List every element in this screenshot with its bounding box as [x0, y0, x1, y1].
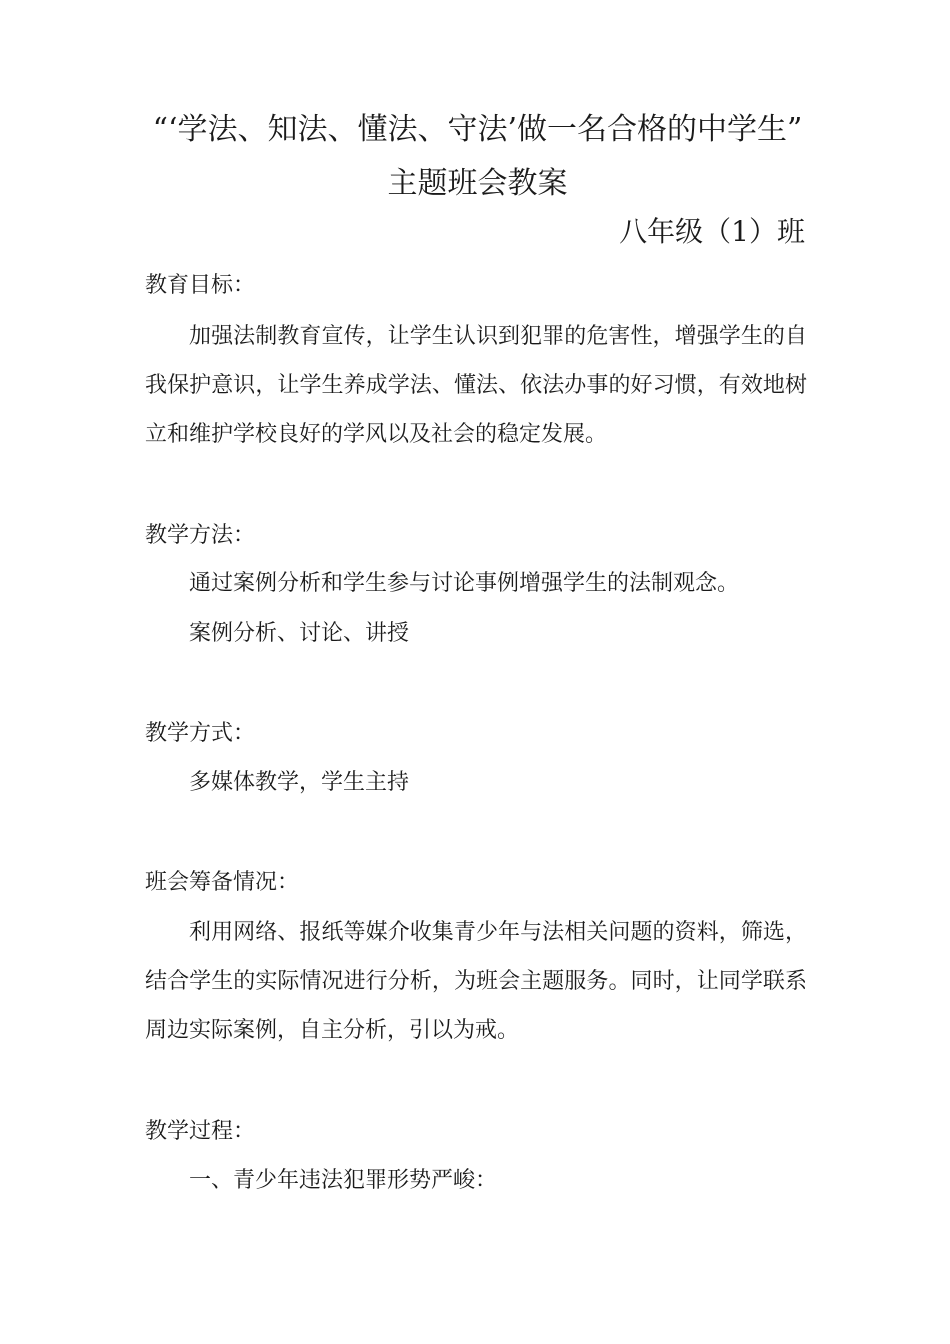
format-line-1: 多媒体教学，学生主持	[189, 770, 410, 795]
process-item-1: 一、青少年违法犯罪形势严峻：	[189, 1168, 498, 1193]
process-heading: 教学过程：	[145, 1119, 256, 1144]
format-heading: 教学方式：	[145, 721, 256, 746]
document-title-line-1: “‘学法、知法、懂法、守法’做一名合格的中学生”	[152, 112, 803, 147]
methods-line-1: 通过案例分析和学生参与讨论事例增强学生的法制观念。	[189, 571, 740, 596]
class-label: 八年级（1）班	[619, 215, 805, 248]
methods-heading: 教学方法：	[145, 523, 256, 548]
goals-heading: 教育目标：	[145, 273, 256, 298]
preparation-heading: 班会筹备情况：	[145, 870, 300, 895]
document-title-line-2: 主题班会教案	[387, 166, 568, 201]
methods-line-2: 案例分析、讨论、讲授	[189, 621, 410, 646]
goals-paragraph: 加强法制教育宣传，让学生认识到犯罪的危害性，增强学生的自我保护意识，让学生养成学法、懂法、依法办事的好习惯，有效地树立和维护学校良好的学风以及社会的稳定发展。	[145, 324, 807, 447]
preparation-paragraph: 利用网络、报纸等媒介收集青少年与法相关问题的资料，筛选，结合学生的实际情况进行分析，为班会主题服务。同时，让同学联系周边实际案例，自主分析，引以为戒。	[145, 920, 807, 1043]
